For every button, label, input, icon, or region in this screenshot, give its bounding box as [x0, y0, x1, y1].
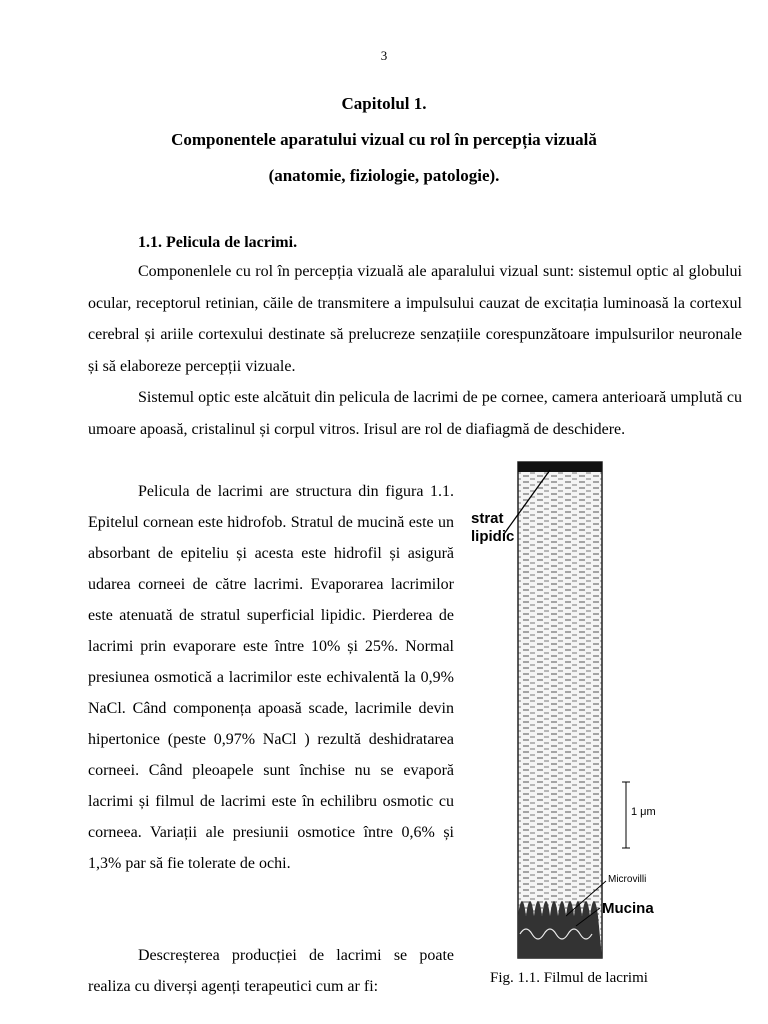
- lipid-layer: [518, 462, 602, 472]
- label-strat-lipidic: [471, 510, 514, 546]
- label-mucina: Mucina: [602, 900, 654, 917]
- paragraph-3: Pelicula de lacrimi are structura din figura 1.1. Epitelul cornean este hidrofob. Stratul de mucină este un absorbant de epiteliu și acesta este hidrofil și asigură udarea corneei de către lacrimi. Evaporarea lacrimilor este atenuată de stratul superficial lipidic. Pierderea de lacrimi prin evaporare este între 10% și 25%. Normal presiunea osmotică a lacrimilor este echivalentă la 0,9% NaCl. Când componența apoasă scade, lacrimile devin hipertonice (peste 0,97% NaCl ) rezultă deshidratarea corneei. Când pleoapele sunt închise nu se evaporă lacrimi și filmul de lacrimi este în echilibru osmotic cu corneea. Variații ale presiunii osmotice între 0,6% și 1,3% par să fie tolerate de ochi.: [88, 483, 454, 872]
- tear-film-column: [518, 462, 602, 958]
- label-microvilli: Microvilli: [608, 874, 647, 885]
- page-number: 3: [380, 48, 388, 63]
- label-strat: strat: [471, 510, 504, 527]
- chapter-subtitle-2: (anatomie, fiziologie, patologie).: [268, 166, 500, 185]
- paragraph-4: Descreșterea producției de lacrimi se poate realiza cu diverși agenți terapeutici cum ar fi:: [88, 947, 454, 995]
- label-lipidic: lipidic: [471, 528, 515, 545]
- label-scale: 1 μm: [631, 806, 656, 818]
- tear-film-figure: [466, 456, 744, 996]
- section-heading: 1.1. Pelicula de lacrimi.: [138, 234, 298, 251]
- chapter-title: Capitolul 1.: [341, 94, 427, 113]
- figure-caption: Fig. 1.1. Filmul de lacrimi: [490, 970, 648, 986]
- paragraph-1: Componenlele cu rol în percepția vizuală ale aparalului vizual sunt: sistemul optic al globului ocular, receptorul retinian, căile de transmitere a impulsului cauzat de excitația luminoasă la cortexul cerebral și ariile cortexului destinate să prelucreze senzațiile corespunzătoare impulsurilor neuronale și să elaboreze percepții vizuale.: [88, 263, 742, 375]
- paragraph-2: Sistemul optic este alcătuit din pelicula de lacrimi de pe cornee, camera anterioară umplută cu umoare apoasă, cristalinul și corpul vitros. Irisul are rol de diafiagmă de deschidere.: [88, 389, 742, 438]
- chapter-subtitle: Componentele aparatului vizual cu rol în percepția vizuală: [171, 130, 597, 149]
